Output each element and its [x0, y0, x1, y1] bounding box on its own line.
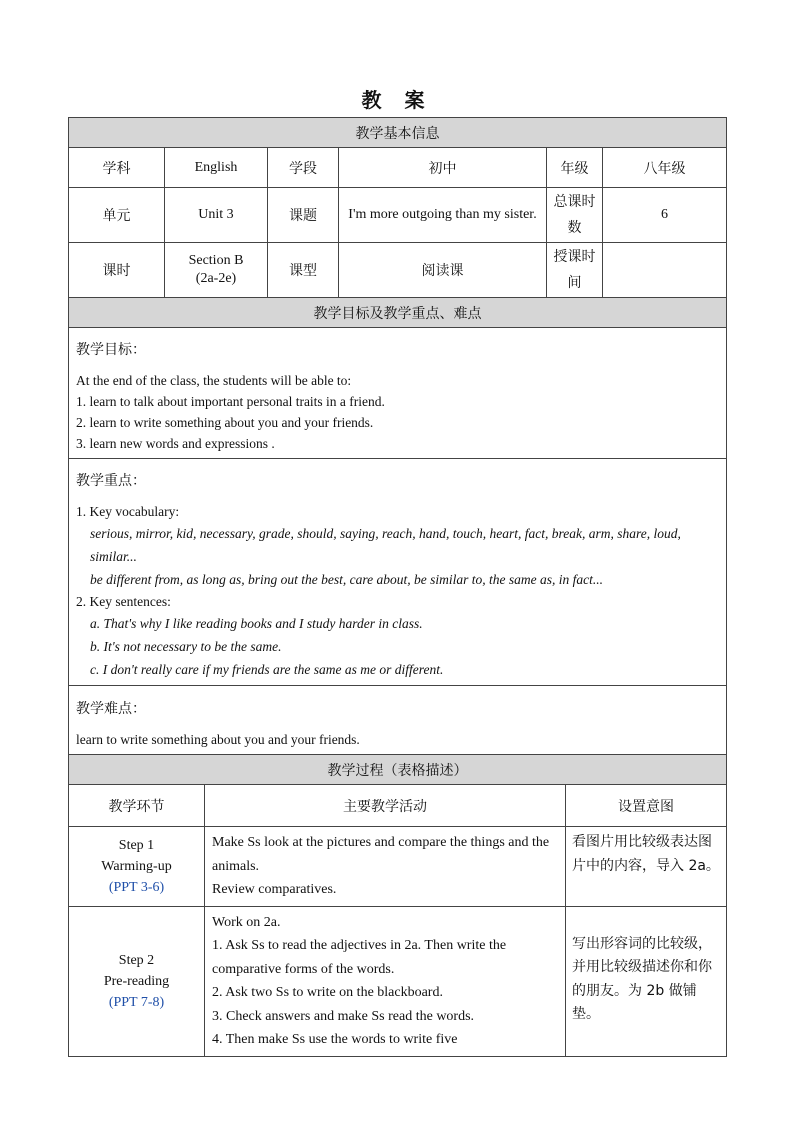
step-ppt: (PPT 3-6) [108, 879, 165, 895]
key-vocab-label: 1. Key vocabulary: [76, 504, 180, 519]
subject-label: 学科 [69, 148, 165, 188]
period-label: 课时 [69, 243, 165, 298]
key-points [69, 459, 727, 686]
activity-cell [205, 906, 566, 1056]
topic-value: I'm more outgoing than my sister. [339, 188, 547, 243]
key-vocab-line: serious, mirror, kid, necessary, grade, should, saying, reach, hand, touch, heart, fact, break, arm, share, loud, similar... [90, 526, 681, 564]
basic-info-header: 教学基本信息 [69, 118, 727, 148]
step-ppt: (PPT 7-8) [108, 994, 165, 1010]
teaching-time-value [603, 243, 727, 298]
col-intent-header: 设置意图 [566, 785, 727, 827]
lesson-plan [68, 117, 726, 1057]
key-points-title: 教学重点： [76, 473, 146, 489]
activity-line: Work on 2a. [212, 914, 281, 930]
process-header: 教学过程（表格描述） [69, 755, 727, 785]
subject-value: English [165, 148, 268, 188]
step-name: Step 1 [118, 837, 155, 853]
step-cell [69, 827, 205, 907]
key-sentences-label: 2. Key sentences: [76, 594, 171, 609]
activity-cell [205, 827, 566, 907]
total-hours-label: 总课时数 [547, 188, 603, 243]
grade-label: 年级 [547, 148, 603, 188]
objectives-header: 教学目标及教学重点、难点 [69, 298, 727, 328]
step-cell [69, 906, 205, 1056]
intent-cell: 看图片用比较级表达图片中的内容，导入 2a。 [566, 827, 727, 907]
key-vocab-line: be different from, as long as, bring out the best, care about, be similar to, the same as, in fact... [90, 572, 603, 587]
document-title: 教 案 [361, 88, 433, 112]
stage-label: 学段 [268, 148, 339, 188]
col-step-header: 教学环节 [69, 785, 205, 827]
intent-cell: 写出形容词的比较级，并用比较级描述你和你的朋友。为 2b 做铺垫。 [566, 906, 727, 1056]
goal-line: 2. learn to write something about you and your friends. [76, 415, 374, 430]
table-row [69, 827, 727, 907]
activity-line: 2. Ask two Ss to write on the blackboard. [212, 985, 443, 1000]
key-sentence: c. I don't really care if my friends are the same as me or different. [90, 662, 444, 677]
grade-value: 八年级 [603, 148, 727, 188]
total-hours-value: 6 [603, 188, 727, 243]
goals-title: 教学目标： [76, 342, 146, 358]
step-stage: Warming-up [101, 858, 172, 874]
key-sentence: b. It's not necessary to be the same. [90, 639, 282, 654]
difficult-line: learn to write something about you and your friends. [76, 731, 360, 747]
difficult-points-title: 教学难点： [76, 700, 146, 717]
goal-line: 1. learn to talk about important personal traits in a friend. [76, 394, 385, 409]
stage-value: 初中 [339, 148, 547, 188]
activity-line: 1. Ask Ss to read the adjectives in 2a. Then write the comparative forms of the words. [212, 938, 507, 977]
process-table [68, 755, 727, 1057]
teaching-goals [69, 328, 727, 459]
table-row [69, 906, 727, 1056]
difficult-points [69, 686, 727, 755]
type-label: 课型 [268, 243, 339, 298]
activity-line: Make Ss look at the pictures and compare the things and the animals. [212, 835, 550, 874]
type-value: 阅读课 [339, 243, 547, 298]
activity-line: 4. Then make Ss use the words to write five [212, 1032, 458, 1047]
goal-line: At the end of the class, the students will be able to: [76, 373, 352, 388]
step-stage: Pre-reading [103, 973, 170, 989]
goal-line: 3. learn new words and expressions . [76, 436, 275, 451]
col-activity-header: 主要教学活动 [205, 785, 566, 827]
topic-label: 课题 [268, 188, 339, 243]
activity-line: Review comparatives. [212, 882, 337, 897]
teaching-time-label: 授课时间 [547, 243, 603, 298]
key-sentence: a. That's why I like reading books and I study harder in class. [90, 616, 423, 631]
activity-line: 3. Check answers and make Ss read the words. [212, 1008, 475, 1024]
step-name: Step 2 [118, 952, 155, 968]
unit-value: Unit 3 [165, 188, 268, 243]
basic-info-table [68, 117, 727, 755]
unit-label: 单元 [69, 188, 165, 243]
period-value: Section B (2a-2e) [165, 243, 268, 298]
